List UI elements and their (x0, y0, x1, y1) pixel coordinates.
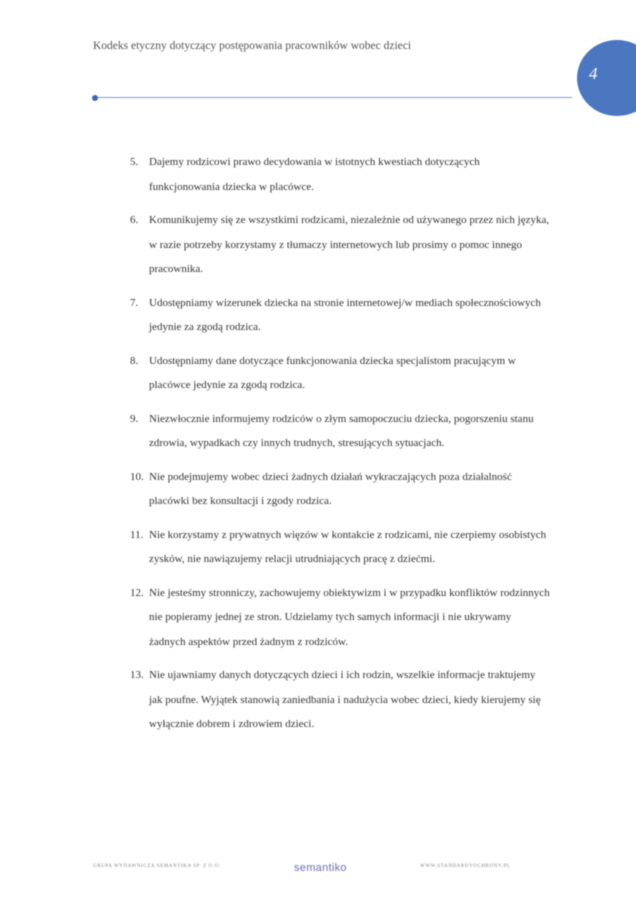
list-item-text: Nie korzystamy z prywatnych więzów w kontakcie z rodzicami, nie czerpiemy osobistych zysków, nie nawiązujemy relacji utrudniających pracę z dziećmi. (149, 528, 547, 565)
list-item-text: Udostępniamy dane dotyczące funkcjonowania dziecka specjalistom pracującym w placówce jedynie za zgodą rodzica. (149, 354, 516, 391)
header-rule-dot (92, 95, 98, 101)
list-item-number: 10. (130, 470, 144, 483)
list-item (130, 523, 550, 572)
list-item-number: 12. (130, 586, 144, 599)
list-item (130, 208, 550, 282)
footer-logo: semantiko (294, 862, 347, 874)
list-item-number: 5. (130, 156, 139, 168)
page-number-tab (577, 40, 636, 116)
list-item (130, 581, 550, 655)
list-item (130, 407, 550, 456)
list-item-text: Niezwłocznie informujemy rodziców o złym samopoczuciu dziecka, pogorszeniu stanu zdrowia, wypadkach czy innych trudnych, stresujących sytuacjach. (149, 412, 534, 449)
list-item-text: Komunikujemy się ze wszystkimi rodzicami, niezależnie od używanego przez nich języka, w razie potrzeby korzystamy z tłumaczy internetowych lub prosimy o pomoc innego pracownika. (149, 214, 550, 275)
list-item-text: Nie podejmujemy wobec dzieci żadnych działań wykraczających poza działalność placówki bez konsultacji i zgody rodzica. (149, 470, 512, 507)
footer-publisher: GRUPA WYDAWNICZA SEMANTIKA SP. Z O.O. (93, 864, 221, 869)
list-item-number: 11. (130, 528, 144, 541)
list-item-number: 9. (130, 412, 139, 425)
list-item-number: 7. (130, 296, 139, 309)
list-item (130, 150, 550, 199)
header-title: Kodeks etyczny dotyczący postępowania pracowników wobec dzieci (93, 40, 412, 52)
footer-website: WWW.STANDARDYOCHRONY.PL (420, 864, 511, 869)
list-item (130, 291, 550, 340)
list-item-text: Nie jesteśmy stronniczy, zachowujemy obiektywizm i w przypadku konfliktów rodzinnych nie popieramy jednej ze stron. Udzielamy tych samych informacji i nie ukrywamy żadnych aspektów przed żadnym z rodziców. (149, 586, 550, 648)
list-item (130, 349, 550, 398)
list-item-text: Udostępniamy wizerunek dziecka na stronie internetowej/w mediach społecznościowych jedynie za zgodą rodzica. (149, 296, 541, 333)
list-item-text: Nie ujawniamy danych dotyczących dzieci i ich rodzin, wszelkie informacje traktujemy jak poufne. Wyjątek stanowią zaniedbania i nadużycia wobec dzieci, kiedy kierujemy się wyłącznie dobrem i zdrowiem dzieci. (149, 669, 541, 730)
rules-list (130, 150, 550, 746)
list-item-number: 8. (130, 354, 139, 367)
list-item-number: 13. (130, 669, 144, 681)
page-number: 4 (589, 64, 598, 83)
list-item (130, 465, 550, 514)
list-item (130, 663, 550, 737)
list-item-text: Dajemy rodzicowi prawo decydowania w istotnych kwestiach dotyczących funkcjonowania dziecka w placówce. (149, 156, 480, 193)
list-item-number: 6. (130, 214, 139, 226)
header-rule (95, 97, 572, 98)
